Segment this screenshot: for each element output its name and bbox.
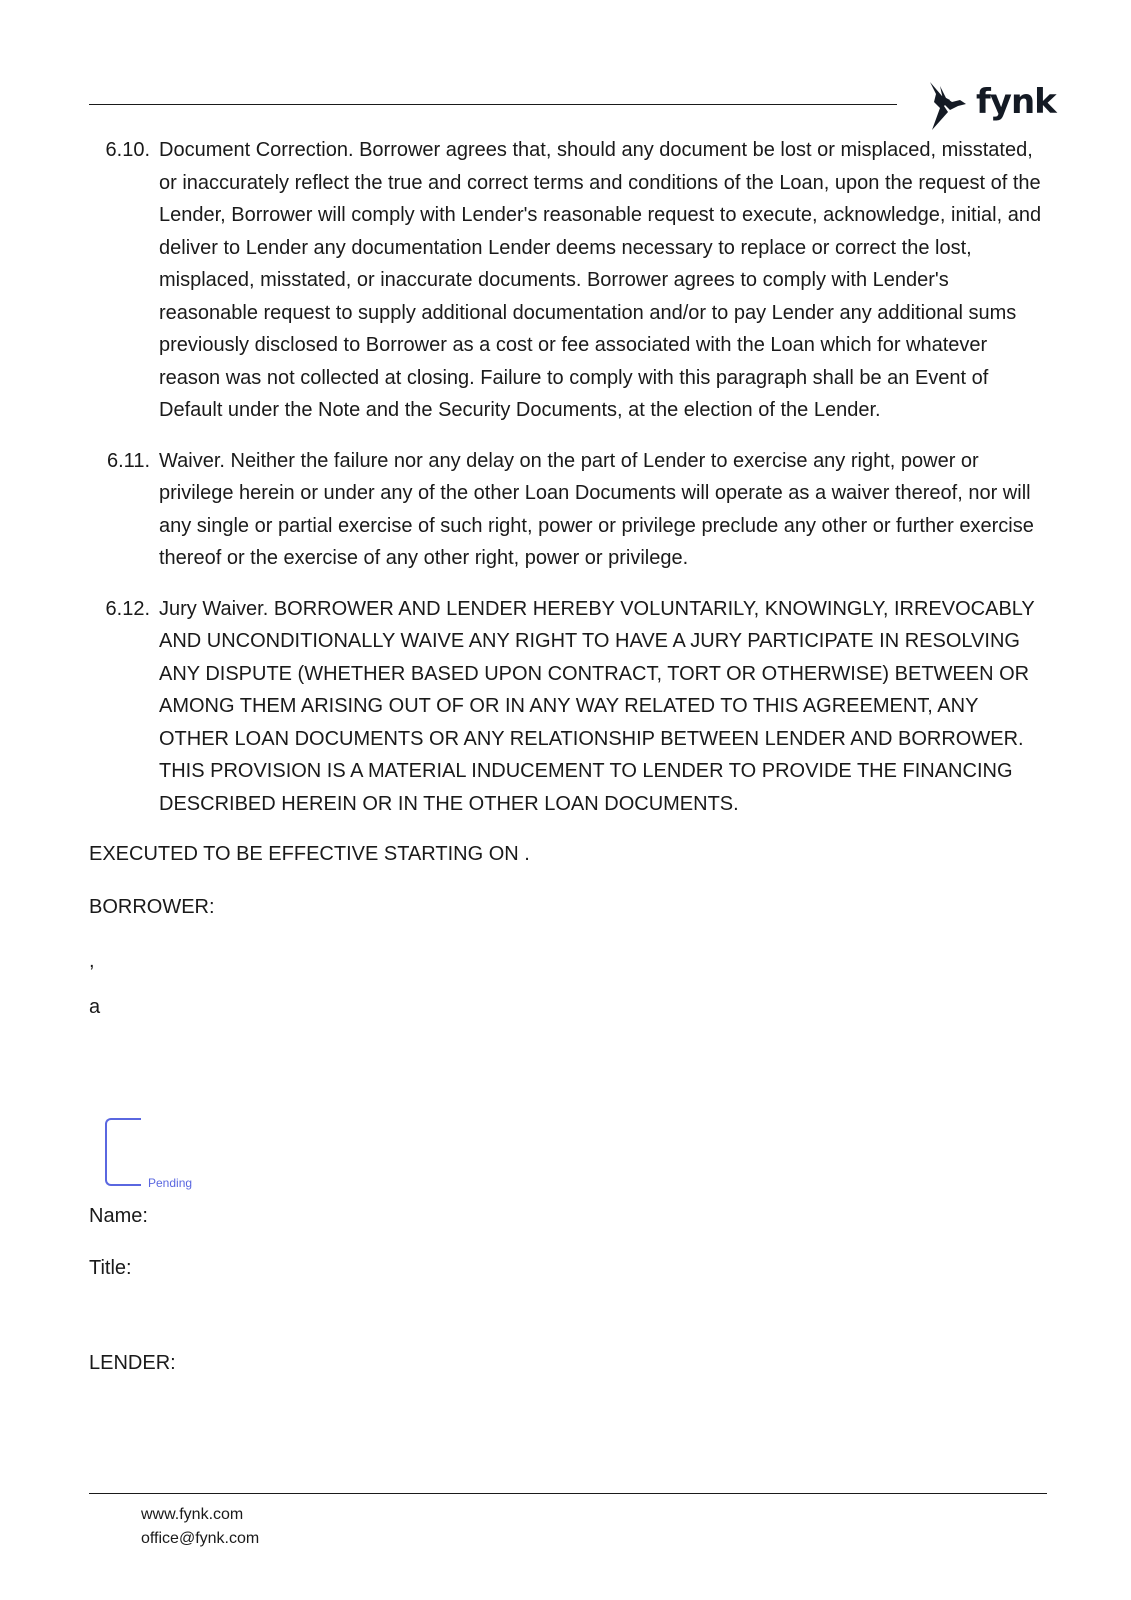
footer-website: www.fynk.com (141, 1506, 244, 1523)
bird-logo-icon (922, 80, 976, 132)
clause-number: 6.11. (107, 449, 150, 472)
logo-text: fynk (976, 82, 1056, 122)
signature-status: Pending (148, 1176, 193, 1190)
clause-6-12 (89, 593, 1049, 821)
title-label: Title: (89, 1257, 132, 1279)
footer-email: office@fynk.com (141, 1530, 260, 1547)
borrower-entity-line: a (89, 996, 101, 1018)
borrower-name-line: , (89, 950, 95, 972)
clause-number: 6.10. (105, 139, 150, 161)
header-divider (89, 104, 897, 105)
borrower-label: BORROWER: (89, 895, 215, 918)
clause-6-10 (89, 134, 1049, 427)
lender-label: LENDER: (89, 1352, 176, 1374)
name-label: Name: (89, 1205, 148, 1227)
document-body (89, 134, 1049, 1024)
footer-contact (141, 1503, 259, 1551)
clause-text: Document Correction. Borrower agrees that, should any document be lost or misplaced, misstated, or inaccurately reflect the true and correct terms and conditions of the Loan, upon the request of the Lender, Borrower will comply with Lender's reasonable request to execute, acknowledge, initial, and deliver to Lender any documentation Lender deems necessary to replace or correct the lost, misplaced, misstated, or inaccurate documents. Borrower agrees to comply with Lender's reasonable request to supply additional documentation and/or to pay Lender any additional sums previously disclosed to Borrower as a cost or fee associated with the Loan which for whatever reason was not collected at closing. Failure to comply with this paragraph shall be an Event of Default under the Note and the Security Documents, at the election of the Lender. (159, 139, 1042, 421)
signature-field[interactable] (105, 1118, 141, 1186)
fynk-logo (922, 80, 1056, 132)
executed-statement: EXECUTED TO BE EFFECTIVE STARTING ON . (89, 843, 530, 865)
clause-text: Jury Waiver. BORROWER AND LENDER HEREBY VOLUNTARILY, KNOWINGLY, IRREVOCABLY AND UNCONDITIONALLY WAIVE ANY RIGHT TO HAVE A JURY PARTICIPATE IN RESOLVING ANY DISPUTE (WHETHER BASED UPON CONTRACT, TORT OR OTHERWISE) BETWEEN OR AMONG THEM ARISING OUT OF OR IN ANY WAY RELATED TO THIS AGREEMENT, ANY OTHER LOAN DOCUMENTS OR ANY RELATIONSHIP BETWEEN LENDER AND BORROWER. THIS PROVISION IS A MATERIAL INDUCEMENT TO LENDER TO PROVIDE THE FINANCING DESCRIBED HEREIN OR IN THE OTHER LOAN DOCUMENTS. (159, 597, 1035, 815)
clause-number: 6.12. (105, 597, 150, 620)
clause-6-11 (89, 445, 1049, 575)
clause-text: Waiver. Neither the failure nor any delay on the part of Lender to exercise any right, power or privilege herein or under any of the other Loan Documents will operate as a waiver thereof, nor will any single or partial exercise of such right, power or privilege preclude any other or further exercise thereof or the exercise of any other right, power or privilege. (159, 449, 1034, 569)
footer-divider (89, 1493, 1047, 1494)
